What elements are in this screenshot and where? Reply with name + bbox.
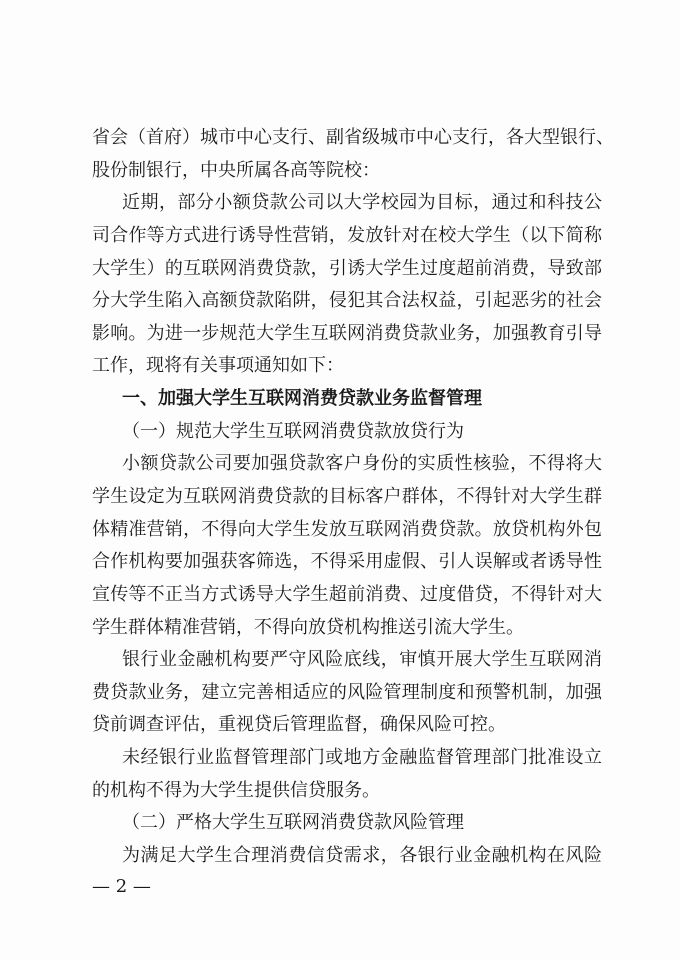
text-line: 贷前调查评估，重视贷后管理监督，确保风险可控。	[92, 714, 506, 735]
text-line: 体精准营销，不得向大学生发放互联网消费贷款。放贷机构外包	[92, 519, 602, 540]
subsection-heading: （一）规范大学生互联网消费贷款放贷行为	[122, 421, 464, 442]
subsection-heading: （二）严格大学生互联网消费贷款风险管理	[122, 812, 464, 833]
paragraph-first-line: 近期，部分小额贷款公司以大学校园为目标，通过和科技公	[122, 192, 602, 213]
text-line: 的机构不得为大学生提供信贷服务。	[92, 780, 380, 801]
text-line: 学生群体精准营销，不得向放贷机构推送引流大学生。	[92, 617, 524, 638]
text-line: 司合作等方式进行诱导性营销，发放针对在校大学生（以下简称	[92, 225, 602, 246]
text-line: 费贷款业务，建立完善相适应的风险管理制度和预警机制，加强	[92, 682, 602, 703]
text-line: 宣传等不正当方式诱导大学生超前消费、过度借贷，不得针对大	[92, 584, 602, 605]
text-line: 股份制银行，中央所属各高等院校：	[92, 160, 380, 181]
paragraph-first-line: 为满足大学生合理消费信贷需求，各银行业金融机构在风险	[122, 845, 602, 866]
section-heading: 一、加强大学生互联网消费贷款业务监督管理	[122, 388, 482, 409]
paragraph-first-line: 未经银行业监督管理部门或地方金融监督管理部门批准设立	[122, 747, 602, 768]
text-line: 合作机构要加强获客筛选，不得采用虚假、引人误解或者诱导性	[92, 551, 602, 572]
text-line: 影响。为进一步规范大学生互联网消费贷款业务，加强教育引导	[92, 323, 602, 344]
text-line: 工作，现将有关事项通知如下：	[92, 355, 344, 376]
text-line: 分大学生陷入高额贷款陷阱，侵犯其合法权益，引起恶劣的社会	[92, 290, 602, 311]
page-number: — 2 —	[92, 876, 151, 897]
text-line: 学生设定为互联网消费贷款的目标客户群体，不得针对大学生群	[92, 486, 602, 507]
text-line: 大学生）的互联网消费贷款，引诱大学生过度超前消费，导致部	[92, 258, 602, 279]
text-line: 省会（首府）城市中心支行、副省级城市中心支行，各大型银行、	[92, 127, 614, 148]
paragraph-first-line: 小额贷款公司要加强贷款客户身份的实质性核验，不得将大	[122, 453, 602, 474]
paragraph-first-line: 银行业金融机构要严守风险底线，审慎开展大学生互联网消	[122, 649, 602, 670]
